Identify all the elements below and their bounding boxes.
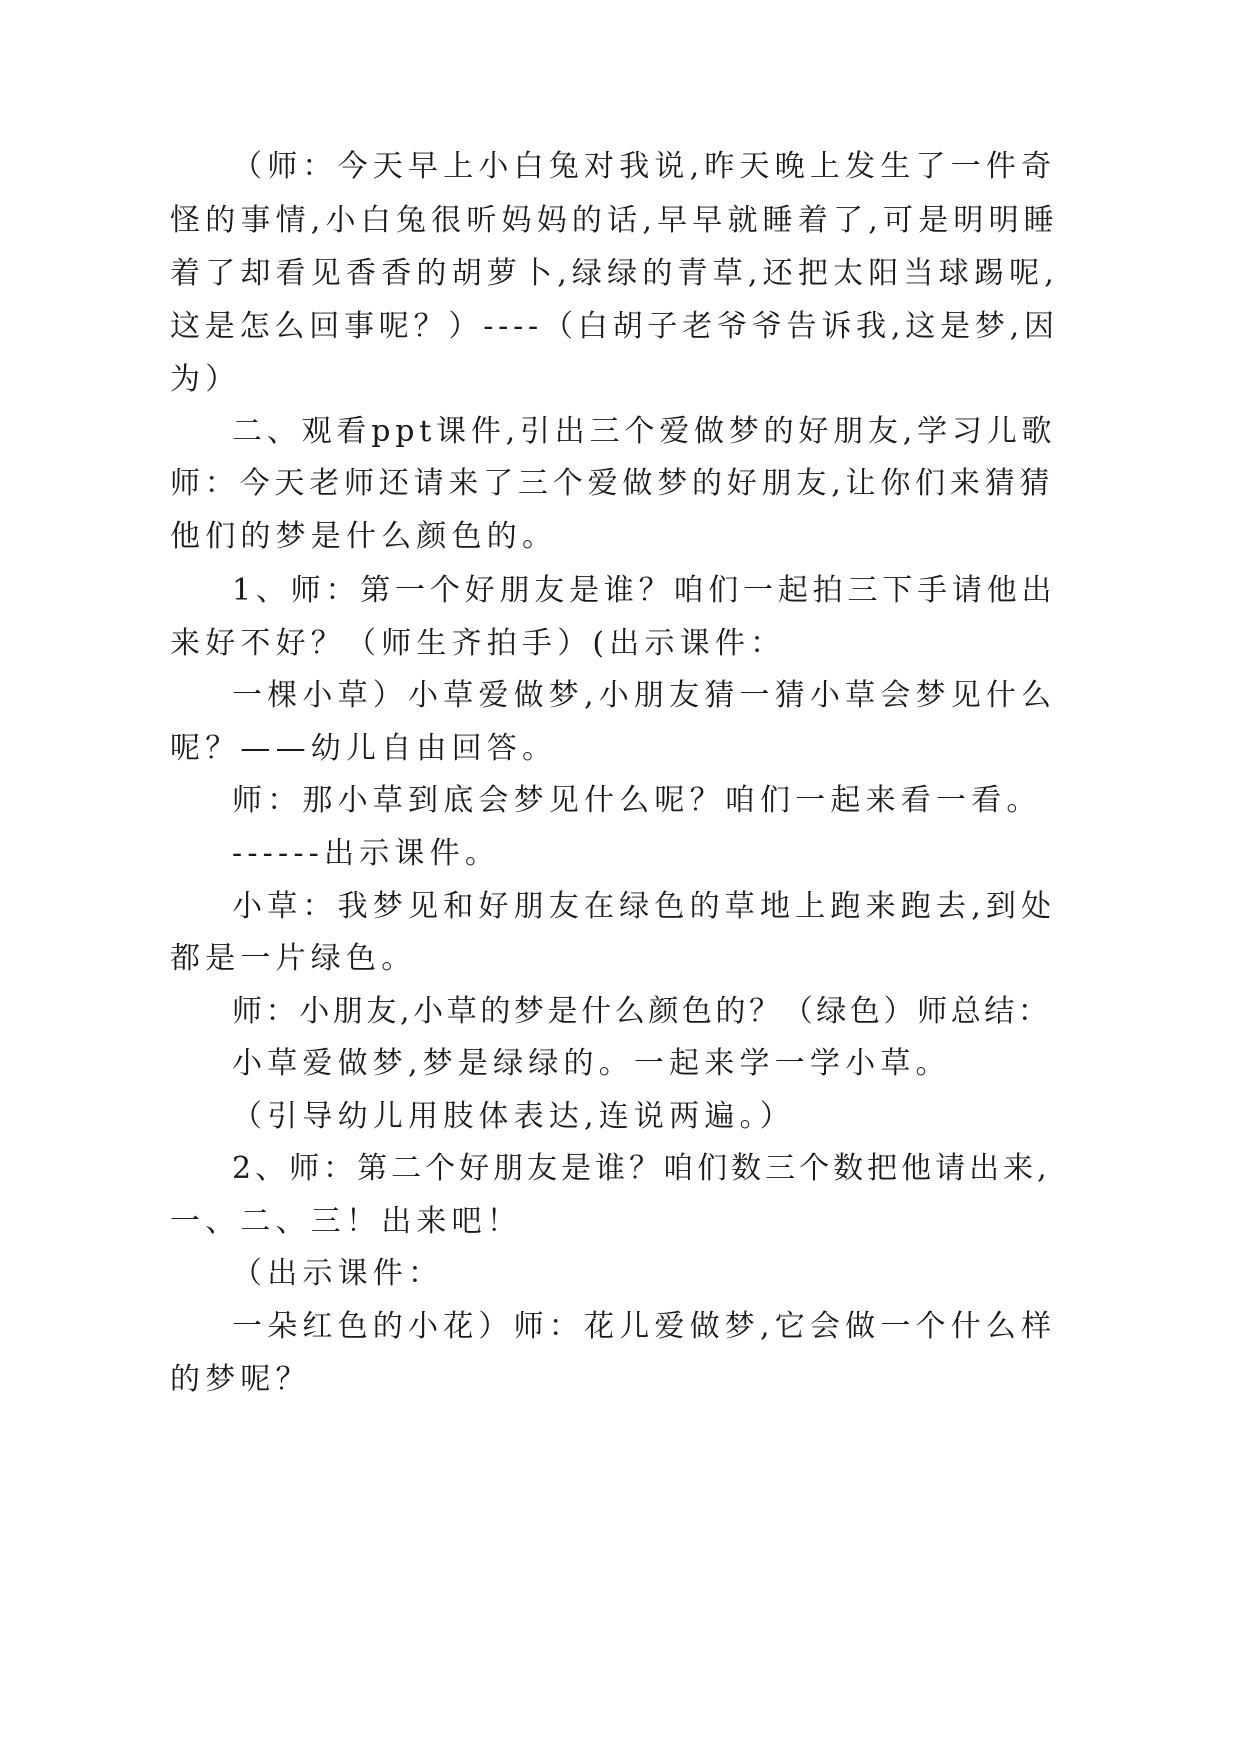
text-line: 师：那小草到底会梦见什么呢？咱们一起来看一看。 bbox=[232, 783, 1042, 818]
text-line: 一朵红色的小花）师：花儿爱做梦,它会做一个什么样 bbox=[232, 1309, 1057, 1344]
text-line: 小草：我梦见和好朋友在绿色的草地上跑来跑去,到处 bbox=[232, 889, 1057, 924]
text-line: 2、师：第二个好朋友是谁？咱们数三个数把他请出来, bbox=[232, 1151, 1051, 1186]
section-heading: 二、观看ppt课件,引出三个爱做梦的好朋友,学习儿歌 bbox=[232, 414, 1057, 449]
text-line: 这是怎么回事呢？）----（白胡子老爷爷告诉我,这是梦,因 bbox=[170, 309, 1059, 344]
text-line: 呢？——幼儿自由回答。 bbox=[170, 731, 558, 766]
text-line: ------出示课件。 bbox=[232, 836, 501, 871]
text-line: 来好不好？（师生齐拍手）(出示课件： bbox=[170, 626, 786, 661]
text-line: 师：今天老师还请来了三个爱做梦的好朋友,让你们来猜猜 bbox=[170, 466, 1055, 501]
text-line: 的梦呢？ bbox=[170, 1362, 311, 1397]
text-line: 1、师：第一个好朋友是谁？咱们一起拍三下手请他出 bbox=[232, 573, 1057, 608]
text-line: 一、二、三！出来吧！ bbox=[170, 1204, 522, 1239]
text-line: 为） bbox=[170, 362, 241, 397]
text-line: 小草爱做梦,梦是绿绿的。一起来学一学小草。 bbox=[232, 1046, 951, 1081]
text-line: （引导幼儿用肢体表达,连说两遍。） bbox=[232, 1099, 795, 1134]
text-line: 着了却看见香香的胡萝卜,绿绿的青草,还把太阳当球踢呢, bbox=[170, 256, 1060, 291]
text-line: （出示课件： bbox=[232, 1256, 444, 1291]
text-line: 他们的梦是什么颜色的。 bbox=[170, 519, 558, 554]
text-line: （师：今天早上小白兔对我说,昨天晚上发生了一件奇 bbox=[232, 149, 1057, 184]
text-line: 怪的事情,小白兔很听妈妈的话,早早就睡着了,可是明明睡 bbox=[170, 203, 1060, 238]
text-line: 师：小朋友,小草的梦是什么颜色的？（绿色）师总结： bbox=[232, 994, 1052, 1029]
text-line: 一棵小草）小草爱做梦,小朋友猜一猜小草会梦见什么 bbox=[232, 678, 1057, 713]
text-line: 都是一片绿色。 bbox=[170, 941, 417, 976]
